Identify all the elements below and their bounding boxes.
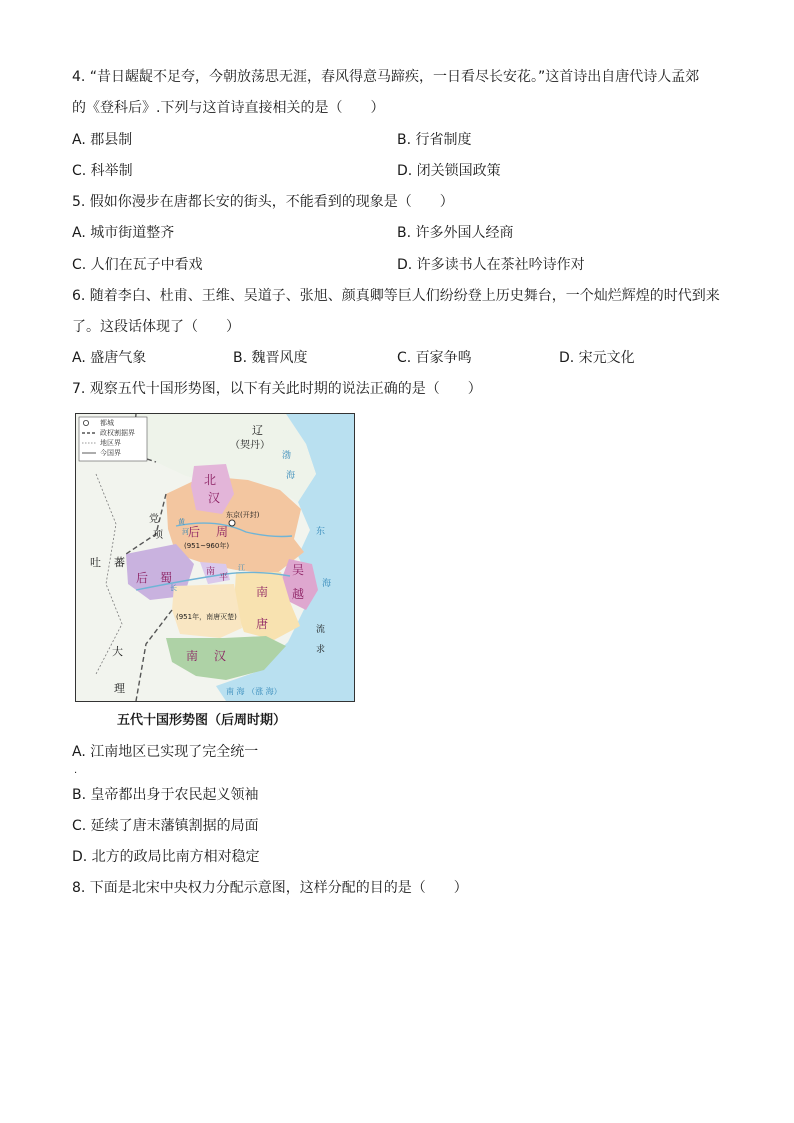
q4-option-b: B. 行省制度: [397, 132, 472, 148]
q5-option-b: B. 许多外国人经商: [397, 225, 514, 241]
map-label-liu: 流: [316, 625, 326, 635]
map-label-shu: 蜀: [160, 571, 173, 585]
q5-option-c: C. 人们在瓦子中看戏: [72, 257, 203, 273]
q5-stem: 5. 假如你漫步在唐都长安的街头，不能看到的现象是（ ）: [72, 194, 454, 210]
q4-option-d: D. 闭关锁国政策: [397, 163, 501, 179]
legend-region-border: 地区界: [100, 439, 121, 447]
map-label-zhou-years: (951~960年): [184, 542, 230, 550]
map-label-fan: 蕃: [114, 556, 125, 569]
legend-capital: 都城: [100, 419, 114, 427]
map-label-hai1: 海: [286, 471, 296, 481]
map-caption: 五代十国形势图（后周时期）: [117, 713, 287, 728]
map-label-hai2: 海: [322, 579, 332, 589]
map-label-wu: 吴: [292, 563, 305, 577]
five-dynasties-map: [75, 413, 355, 702]
map-label-nanhai: 南 海 （涨 海）: [226, 687, 282, 696]
legend-national-border: 今国界: [100, 449, 121, 457]
stray-dot: .: [74, 765, 78, 776]
map-label-tu: 吐: [90, 556, 101, 569]
map-label-nan-p: 南: [206, 567, 216, 577]
map-label-chang: 长: [170, 584, 177, 592]
q7-option-b: B. 皇帝都出身于农民起义领袖: [72, 787, 259, 803]
q6-option-c: C. 百家争鸣: [397, 350, 472, 366]
q7-stem: 7. 观察五代十国形势图，以下有关此时期的说法正确的是（ ）: [72, 381, 482, 397]
q6-stem-line2: 了。这段话体现了（ ）: [72, 319, 240, 335]
q6-option-b: B. 魏晋风度: [233, 350, 308, 366]
map-label-nan-h: 南: [186, 649, 199, 663]
map-label-da: 大: [112, 645, 123, 658]
map-label-zhou: 周: [216, 525, 229, 539]
map-label-xiang: 项: [153, 530, 163, 541]
q6-option-a: A. 盛唐气象: [72, 350, 147, 366]
map-label-ping: 平: [219, 573, 229, 583]
map-label-nan-t: 南: [256, 585, 269, 599]
map-label-li: 理: [114, 682, 125, 695]
map-label-qidan: （契丹）: [230, 440, 270, 451]
map-label-yue: 越: [292, 587, 305, 601]
q4-stem-line2: 的《登科后》.下列与这首诗直接相关的是（ ）: [72, 100, 385, 116]
map-label-hou: 后: [188, 525, 201, 539]
q7-option-a: A. 江南地区已实现了完全统一: [72, 744, 259, 760]
map-label-dong: 东: [316, 527, 326, 537]
q8-stem: 8. 下面是北宋中央权力分配示意图，这样分配的目的是（ ）: [72, 880, 468, 896]
map-label-liao: 辽: [252, 424, 263, 437]
map-label-he: 河: [182, 528, 189, 536]
map-svg: [76, 414, 354, 701]
map-label-tang: 唐: [256, 617, 269, 631]
q4-stem-line1: 4. “昔日龌龊不足夸，今朝放荡思无涯，春风得意马蹄疾，一日看尽长安花。”这首诗出自唐代诗人孟郊: [72, 69, 700, 85]
q5-option-a: A. 城市街道整齐: [72, 225, 175, 241]
map-label-huang: 黄: [178, 518, 185, 526]
q4-option-a: A. 郡县制: [72, 132, 133, 148]
map-label-qiu: 求: [316, 645, 326, 655]
q6-stem-line1: 6. 随着李白、杜甫、王维、吴道子、张旭、颜真卿等巨人们纷纷登上历史舞台，一个灿烂辉煌的时代到来: [72, 288, 720, 304]
q7-option-c: C. 延续了唐末藩镇割据的局面: [72, 818, 259, 834]
map-label-han-n: 汉: [208, 491, 221, 505]
map-label-han-s: 汉: [214, 649, 227, 663]
map-label-dang: 党: [149, 514, 159, 525]
q7-option-d: D. 北方的政局比南方相对稳定: [72, 849, 260, 865]
map-label-hou2: 后: [136, 571, 149, 585]
chu-region: [172, 584, 242, 638]
q6-option-d: D. 宋元文化: [559, 350, 635, 366]
q4-option-c: C. 科举制: [72, 163, 133, 179]
dongjing-capital-icon: [229, 520, 235, 526]
map-label-bei: 北: [204, 473, 217, 487]
q5-option-d: D. 许多读书人在茶社吟诗作对: [397, 257, 585, 273]
map-label-dongjing: 东京(开封): [226, 511, 260, 519]
map-label-jiang: 江: [238, 564, 245, 572]
map-label-tang-note: (951年，南唐灭楚): [176, 613, 237, 621]
map-label-bohai: 渤: [282, 451, 292, 461]
legend-regime-border: 政权割据界: [100, 429, 135, 437]
